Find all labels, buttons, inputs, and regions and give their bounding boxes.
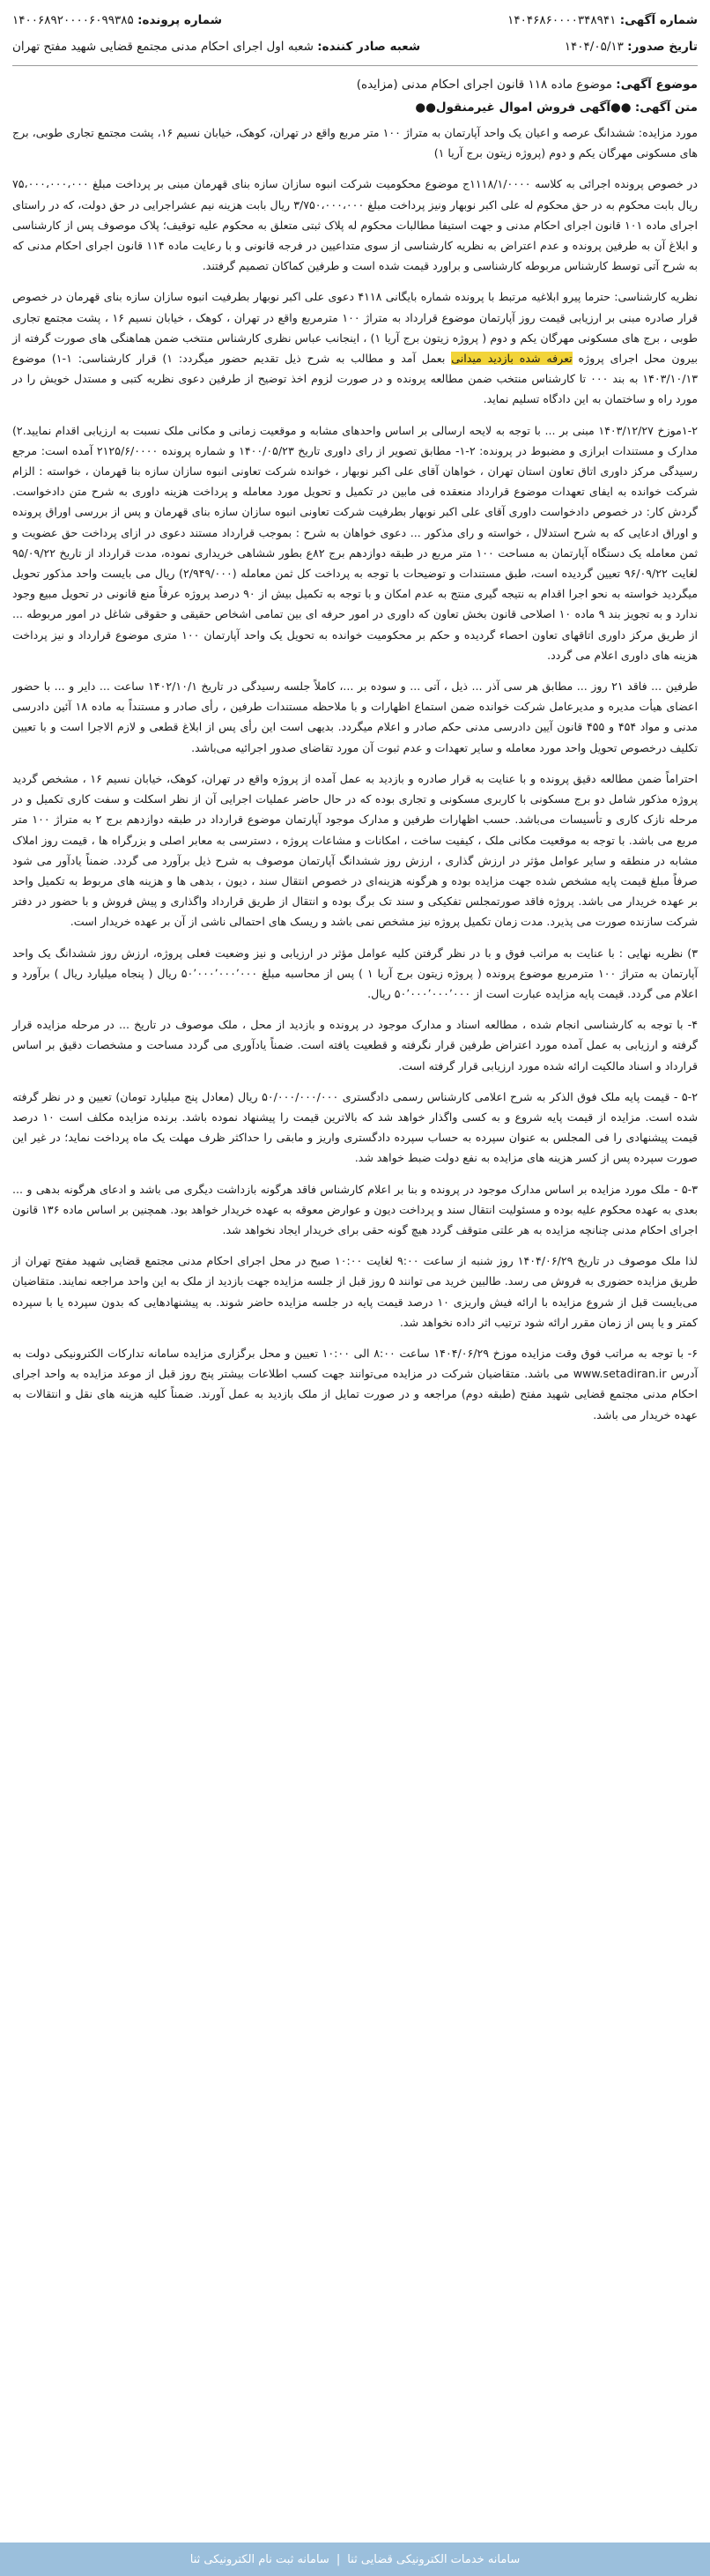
final-opinion-paragraph: ۳) نظریه نهایی : با عنایت به مراتب فوق و با در نظر گرفتن کلیه عوامل مؤثر در ارزیابی و نیز وضعیت فعلی پروژه، ارزش روز ششدانگ یک واحد آپارتمان به متراژ ۱۰۰ مترمربع موضوع پرونده ( پروژه زیتون برج آریا ۱ ) پس از محاسبه مبلغ ۵۰٬۰۰۰٬۰۰۰٬۰۰۰ ریال ( پنجاه میلیارد ریال ) برآورد و اعلام می گردد. قیمت پایه مزایده عبارت است از ۵۰٬۰۰۰٬۰۰۰٬۰۰۰ ریال. [12, 946, 699, 1000]
case-description-paragraph: در خصوص پرونده اجرائی به کلاسه ۱۱۱۸/۱/۰۰۰۰ج موضوع محکومیت شرکت انبوه سازان سازه بنای قهرمان مبنی بر پرداخت مبلغ ۷۵،۰۰۰،۰۰۰،۰۰۰ ریال بابت محکوم به در حق محکوم له علی اکبر نوبهار ونیز پرداخت مبلغ ۳/۷۵۰،۰۰۰،۰۰۰ ریال بابت هزینه نیم عشراجرایی در حق دولت، که در راستای اجرای ماده ۱۰۱ قانون اجرای احکام مدنی و جهت استیفا مطالبات محکوم له پلاک ثبتی متعلق به محکوم علیه توقیف؛ پلاک موصوف پس از کارشناسی و ابلاغ آن به طرفین پرونده و عدم اعتراض به نظریه کارشناسی از سوی متداعیین در فرجه قانونی و با رعایت ماده ۱۱۴ قانون اجرای احکام مدنی که به شرح آتی توسط کارشناس مربوطه کارشناسی و براورد قیمت شده است و طرفین کماکان تصمیم گرفتند. [12, 177, 699, 273]
issuer-label: شعبه صادر کننده: [317, 40, 421, 54]
clause-5-2-paragraph: ۵-۲ - قیمت پایه ملک فوق الذکر به شرح اعلامی کارشناس رسمی دادگستری ۵۰/۰۰۰/۰۰۰/۰۰۰ ریال (معادل پنج میلیارد تومان) تعیین و در نظر گرفته شده است. مزایده از قیمت پایه شروع و به کسی واگذار خواهد شد که بالاترین قیمت را پیشنهاد نموده باشد. برنده مزایده مکلف است ۱۰ درصد قیمت پیشنهادی را فی المجلس به عنوان سپرده به حساب سپرده دادگستری واریز و مابقی را حداکثر ظرف مهلت یک ماه پرداخت نماید؛ در غیر این صورت سپرده پس از کسر هزینه های مزایده به نفع دولت ضبط خواهد شد. [12, 1089, 698, 1165]
topic-label: موضوع آگهی: [616, 78, 698, 92]
footer-link-sana-services[interactable]: سامانه خدمات الکترونیکی قضایی ثنا [347, 2552, 521, 2566]
hearing-paragraph: طرفین ... فاقد ۲۱ روز ... مطابق هر سی آذر ... ذیل ، آتی ... و سوده بر ...، کاملاً جلسه رسیدگی در تاریخ ۱۴۰۲/۱۰/۱ ساعت ... دایر و ... با حضور اعضای هیأت مدیره و مدیرعامل شرکت خوانده ضمن استماع اظهارات و با ملاحظه مستندات طرفین ، رأی صادر و مستنداً به ماده ۱۸ آئین دادرسی مدنی و مواد ۴۵۴ و ۴۵۵ قانون آیین دادرسی مدنی حکم صادر و اعلام میگردد. بدیهی است این رأی پس از ابلاغ قطعی و لازم الاجرا است و با تعیین تکلیف درخصوص تحویل واحد مورد معامله و سایر تعهدات و عدم ثبوت آن مورد تقاضای صدور اجرائیه می‌باشد. [12, 679, 699, 754]
header-row-numbers [12, 7, 698, 33]
auction-item-paragraph: مورد مزایده: ششدانگ عرصه و اعیان یک واحد آپارتمان به متراژ ۱۰۰ متر مربع واقع در تهران، کوهک، خیابان نسیم ۱۶، پشت مجتمع تجاری طوبی، برج های مسکونی مهرگان یکم و دوم (پروژه زیتون برج آریا ۱) [12, 126, 698, 160]
issuer-value: شعبه اول اجرای احکام مدنی مجتمع قضایی شهید مفتح تهران [12, 40, 314, 54]
case-number-value: ۱۴۰۰۶۸۹۲۰۰۰۰۶۰۹۹۳۸۵ [12, 13, 134, 27]
ad-number-value: ۱۴۰۴۶۸۶۰۰۰۰۳۴۸۹۴۱ [507, 13, 617, 27]
text-label: متن آگهی: [634, 100, 698, 115]
auction-session-paragraph: لذا ملک موصوف در تاریخ ۱۴۰۴/۰۶/۲۹ روز شنبه از ساعت ۹:۰۰ لغایت ۱۰:۰۰ صبح در محل اجرای احکام مدنی مجتمع قضایی شهید مفتح تهران از طریق مزایده حضوری به فروش می رسد. طالبین خرید می توانند ۵ روز قبل از جلسه مزایده جهت بازدید از ملک به این واحد مراجعه نمایند. متقاضیان می‌بایست قبل از شروع مزایده با ارائه فیش واریزی ۱۰ درصد قیمت پایه در جلسه مزایده حاضر شوند. به پیشنهادهایی که بدون سپرده یا با سپرده کمتر و یا پس از زمان مقرر ارائه شود ترتیب اثر داده نخواهد شد. [12, 1254, 699, 1329]
issue-date-value: ۱۴۰۴/۰۵/۱۳ [564, 40, 624, 54]
text-title-line [12, 96, 698, 119]
topic-line [12, 73, 698, 96]
clause-5-3-paragraph: ۵-۳ - ملک مورد مزایده بر اساس مدارک موجود در پرونده و بنا بر اعلام کارشناس فاقد هرگونه بازداشت دیگری می باشد و ادعای هرگونه بدهی و ... بعدی به عهده محکوم علیه بوده و مسئولیت انتقال سند و پرداخت دیون و عوارض معوقه به عهده خریدار خواهد بود. همچنین بر اساس ماده ۱۳۶ قانون اجرای احکام مدنی چنانچه مزایده به هر علتی متوقف گردد هیچ گونه حقی برای خریدار ایجاد نخواهد شد. [12, 1182, 698, 1236]
ad-subject [0, 73, 710, 119]
footer-link-sana-registration[interactable]: سامانه ثبت نام الکترونیکی ثنا [189, 2552, 329, 2566]
header-divider [12, 65, 698, 66]
clause-6-paragraph: ۶- با توجه به مراتب فوق وقت مزایده موزخ ۱۴۰۴/۰۶/۲۹ ساعت ۸:۰۰ الی ۱۰:۰۰ تعیین و محل برگزاری مزایده سامانه تدارکات الکترونیکی دولت به آدرس www.setadiran.ir می باشد. متقاضیان شرکت در مزایده می‌توانند جهت کسب اطلاعات بیشتر پنج روز قبل از موعد مزایده به واحد اجرای احکام مدنی مجتمع قضایی شهید مفتح (طبقه دوم) مراجعه و در صورت تمایل از ملک بازدید به عمل آورند. ضمناً کلیه هزینه های نقل و انتقالات به عهده خریدار می باشد. [12, 1346, 698, 1422]
text-title: ●●آگهی فروش اموال غیرمنقول●● [415, 100, 632, 115]
topic-value: موضوع ماده ۱۱۸ قانون اجرای احکام مدنی (مزایده) [356, 78, 612, 92]
ad-number-cell [507, 7, 698, 33]
header-row-issuer [12, 33, 698, 60]
ad-header [0, 0, 710, 60]
ad-number-label: شماره آگهی: [619, 13, 698, 27]
inspection-paragraph: احتراماً ضمن مطالعه دقیق پرونده و با عنایت به قرار صادره و بازدید به عمل آمده از پروژه واقع در تهران، کوهک، خیابان نسیم ۱۶ ، مشخص گردید پروژه مذکور شامل دو برج مسکونی با کاربری مسکونی و تجاری بوده که در حال حاضر عملیات اجرایی آن از نظر اسکلت و سفت کاری تکمیل و در مرحله نازک کاری و تأسیسات می‌باشد. حسب اظهارات طرفین و مدارک موجود آپارتمان موضوع قرارداد در طبقه دوازدهم برج ۲ به متراژ ۱۰۰ متر مربع می باشد. با توجه به موقعیت مکانی ملک ، کیفیت ساخت ، امکانات و مشاعات پروژه ، دسترسی به معابر اصلی و بزرگراه ها ، قیمت روز املاک مشابه در منطقه و سایر عوامل مؤثر در ارزش گذاری ، ارزش روز ششدانگ آپارتمان موصوف به شرح ذیل برآورد می گردد. ضمناً یادآور می شود صرفاً مبلغ قیمت پایه مشخص شده جهت مزایده بوده و هرگونه هزینه‌ای در خصوص انتقال سند ، دیون ، بدهی ها و هزینه های مربوط به تکمیل واحد بر عهده خریدار می باشد. پروژه فاقد صورتمجلس تفکیکی و سند تک برگ بوده و انتقال از طریق قرارداد واگذاری و پیش فروش و با حضور در دفتر شرکت سازنده صورت می پذیرد. مدت زمان تکمیل پروژه نیز مشخص نمی باشد و ریسک های احتمالی ناشی از آن بر عهده خریدار است. [12, 771, 698, 929]
clause-4-paragraph: ۴- با توجه به کارشناسی انجام شده ، مطالعه اسناد و مدارک موجود در پرونده و بازدید از محل ، ملک موصوف در تاریخ ... در مرحله مزایده قرار گرفته و ارزیابی به عمل آمده مورد اعتراض طرفین قرار نگرفته و قطعیت یافته است. ضمناً یادآوری می گردد مساحت و مشخصات دقیق بر اساس قرارداد و اسناد مالکیت ارائه شده مورد ارزیابی قرار گرفته است. [12, 1018, 698, 1073]
expert-opinion-text-2: بعمل آمد و مطالب به شرح ذیل تقدیم حضور میگردد: ۱) قرار کارشناسی: ۱-۱) موضوع ۱۴۰۳/۱۰/۱۳ به بند ۰۰۰ تا کارشناس منتخب ضمن مطالعه پرونده و در صورت لزوم اخذ توضیح از طرفین دعوی نظریه کتبی و مستدل خویش را در مورد راه و ساختمان به این دادگاه تسلیم نماید. [12, 352, 698, 406]
highlighted-phrase: تعرفه شده بازدید میدانی [451, 352, 573, 366]
issuer-cell [12, 33, 420, 60]
issue-date-cell [565, 33, 698, 60]
footer-separator: | [336, 2552, 341, 2566]
ad-body [0, 119, 710, 1425]
footer-bar [0, 2543, 710, 2576]
expert-opinion-paragraph [12, 286, 698, 409]
documents-paragraph: ۱-۲موزخ ۱۴۰۳/۱۲/۲۷ مبنی بر ... با توجه به لایحه ارسالی بر اساس واحدهای مشابه و موقعیت زمانی و مکانی ملک نسبت به ارزیابی اقدام نمایید.۲) مدارک و مستندات ابرازی و مضبوط در پرونده: ۲-۱- مطابق تصویر از رای داوری تاریخ ۱۴۰۰/۰۵/۲۳ و شماره پرونده ۲۱۲۵/۶/۰۰۰۰ آمده است: مرجع رسیدگی مرکز داوری اتاق تعاون استان تهران ، خواهان آقای علی اکبر نوبهار ، خوانده شرکت تعاونی انبوه سازان سازه بنا قهرمان ، خواسته : الزام شرکت خوانده به ایفای تعهدات موضوع قرارداد منعقده فی مابین در تکمیل و تحویل مورد معامله و پرداخت هزینه داوری به شرح متن دادخواست. گردش کار: در خصوص دادخواست داوری آقای علی اکبر نوبهار بطرفیت شرکت تعاونی انبوه سازان سازه بنای قهرمان و پس از بررسی اوراق پرونده و اوراق ادعایی که به شرح استدلال ، خواسته و رای مذکور ... دعوی خواهان به شرح : بموجب قرارداد مستند دعوی در ازای پرداخت حق عضویت و ثمن معامله یک دستگاه آپارتمان به مساحت ۱۰۰ متر مربع در طبقه دوازدهم برج ۸۲ع بطور ششاهی خریداری نموده، مدت قرارداد از تاریخ ۹۵/۰۹/۲۲ لغایت ۹۶/۰۹/۲۲ تعیین گردیده است، طبق مستندات و توضیحات با توجه به پرداخت کل ثمن معامله (۲/۹۴۹/۰۰۰) ریال می بایست واحد مذکور تحویل میگردید خواسته به نحو اجرا اقدام به نتیجه گیری منتج به عدم امکان و با توجه به تکمیل بیش از ۹۰ درصد پروژه عرفاً منع قانونی در تحویل مبیع وجود ندارد و به تجویز بند ۹ ماده ۱۰ اصلاحی قانون بخش تعاون که داوری در امور حرفه ای بین تمامی اشخاص حقیقی و حقوقی شاغل در امور مربوطه ... از طریق مرکز داوری اتاقهای تعاون احصاء گردیده و حکم بر محکومیت خوانده به تحویل یک واحد آپارتمان ۱۰۰ متری موضوع قرارداد و نیز پرداخت هزینه های داوری اعلام می گردد. [12, 423, 699, 662]
issue-date-label: تاریخ صدور: [627, 40, 698, 54]
case-number-label: شماره پرونده: [137, 13, 223, 27]
expert-opinion-text-1: نظریه کارشناسی: حترما پیرو ابلاغیه مرتبط با پرونده شماره بایگانی ۴۱۱۸ دعوی علی اکبر نوبهار بطرفیت انبوه سازان سازه بنای قهرمان در خصوص قرار صادره مبنی بر ارزیابی قیمت روز آپارتمان موضوع قرارداد به متراژ ۱۰۰ مترمربع واقع در تهران ، کوهک ، خیابان نسیم ۱۶ ، پشت مجتمع تجاری طوبی ، برج های مسکونی مهرگان یکم و دوم ( پروژه زیتون برج آریا ۱) ، اینجانب عباس نظری کارشناس منتخب ضمن هماهنگی های صورت گرفته از بیرون محل اجرای پروژه [12, 290, 698, 366]
case-number-cell [12, 7, 222, 33]
